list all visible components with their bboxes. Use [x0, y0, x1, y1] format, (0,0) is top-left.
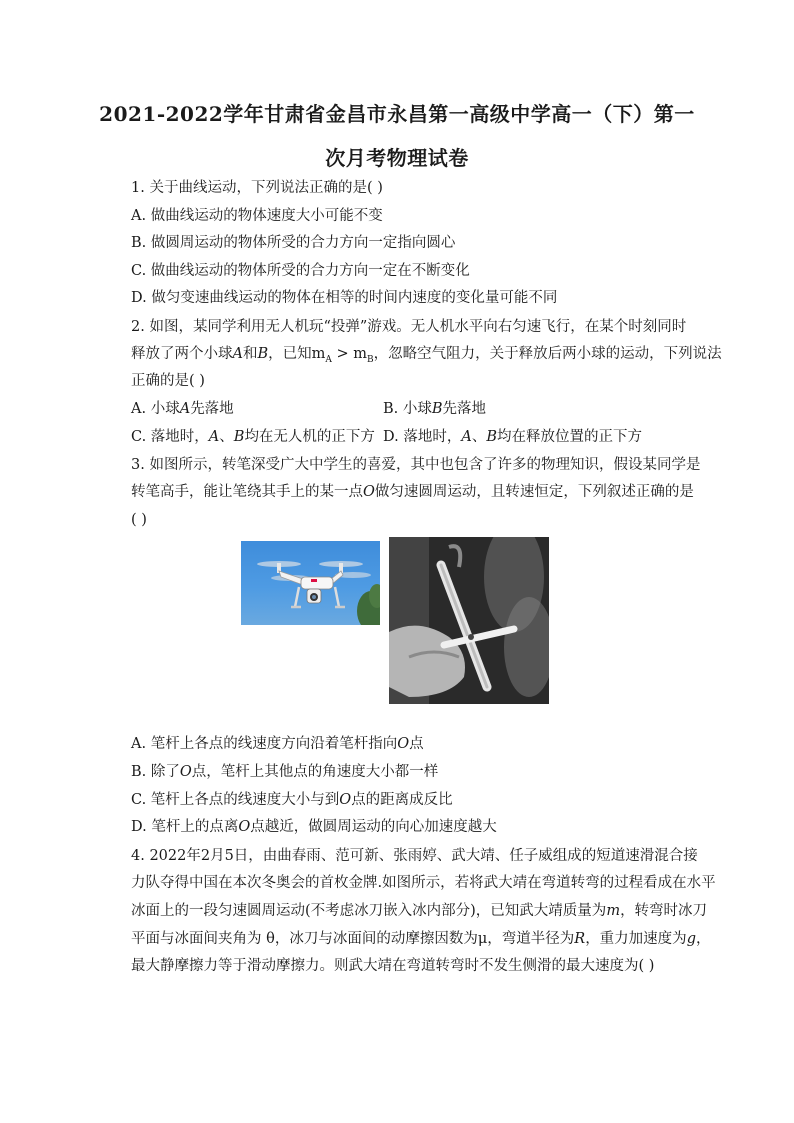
q4-stem-line5: 最大静摩擦力等于滑动摩擦力。则武大靖在弯道转弯时不发生侧滑的最大速度为( )	[131, 958, 655, 974]
q3-option-b: B. 除了O点，笔杆上其他点的角速度大小都一样	[131, 764, 439, 780]
q3-stem-line3: ( )	[131, 512, 147, 528]
q2-option-c: C. 落地时，A、B均在无人机的正下方	[131, 429, 375, 445]
q2-stem-line1: 2. 如图，某同学利用无人机玩“投弹”游戏。无人机水平向右匀速飞行，在某个时刻同时	[131, 319, 687, 335]
q2-stem-line2: 释放了两个小球A和B，已知$m_A > m_B$，忽略空气阻力，关于释放后两小球的运动，下列说法	[131, 346, 722, 365]
q1-option-c: C. 做曲线运动的物体所受的合力方向一定在不断变化	[131, 263, 470, 279]
exam-title-line2: 次月考物理试卷	[325, 146, 469, 170]
drone-icon	[241, 541, 380, 625]
q2-stem-line3: 正确的是( )	[131, 373, 205, 389]
q3-option-a: A. 笔杆上各点的线速度方向沿着笔杆指向O点	[131, 736, 424, 752]
q1-option-d: D. 做匀变速曲线运动的物体在相等的时间内速度的变化量可能不同	[131, 290, 558, 306]
q1-option-a: A. 做曲线运动的物体速度大小可能不变	[131, 208, 383, 224]
q4-stem-line1: 4. 2022年2月5日，由曲春雨、范可新、张雨婷、武大靖、任子威组成的短道速滑混合接	[131, 848, 698, 864]
q2-option-b: B. 小球B先落地	[383, 401, 487, 417]
pen-spinning-photo	[389, 537, 549, 704]
q2-option-d: D. 落地时，A、B均在释放位置的正下方	[383, 429, 642, 445]
q4-stem-line4: 平面与冰面间夹角为 θ，冰刀与冰面间的动摩擦因数为μ，弯道半径为R，重力加速度为g，	[131, 931, 711, 947]
q3-option-c: C. 笔杆上各点的线速度大小与到O点的距离成反比	[131, 792, 453, 808]
q3-stem-line2: 转笔高手，能让笔绕其手上的某一点O做匀速圆周运动，且转速恒定，下列叙述正确的是	[131, 484, 694, 500]
q1-stem: 1. 关于曲线运动，下列说法正确的是( )	[131, 180, 383, 196]
drone-photo	[241, 541, 380, 625]
q3-stem-line1: 3. 如图所示，转笔深受广大中学生的喜爱，其中也包含了许多的物理知识，假设某同学是	[131, 457, 701, 473]
q2-option-a: A. 小球A先落地	[131, 401, 234, 417]
exam-title-line1: 2021-2022学年甘肃省金昌市永昌第一高级中学高一（下）第一	[99, 102, 695, 126]
q4-stem-line3: 冰面上的一段匀速圆周运动(不考虑冰刀嵌入冰内部分)，已知武大靖质量为m，转弯时冰刀	[131, 903, 708, 919]
q1-option-b: B. 做圆周运动的物体所受的合力方向一定指向圆心	[131, 235, 456, 251]
pen-hand-icon	[389, 537, 549, 704]
q3-option-d: D. 笔杆上的点离O点越近，做圆周运动的向心加速度越大	[131, 819, 497, 835]
q4-stem-line2: 力队夺得中国在本次冬奥会的首枚金牌.如图所示，若将武大靖在弯道转弯的过程看成在水平	[131, 875, 716, 891]
